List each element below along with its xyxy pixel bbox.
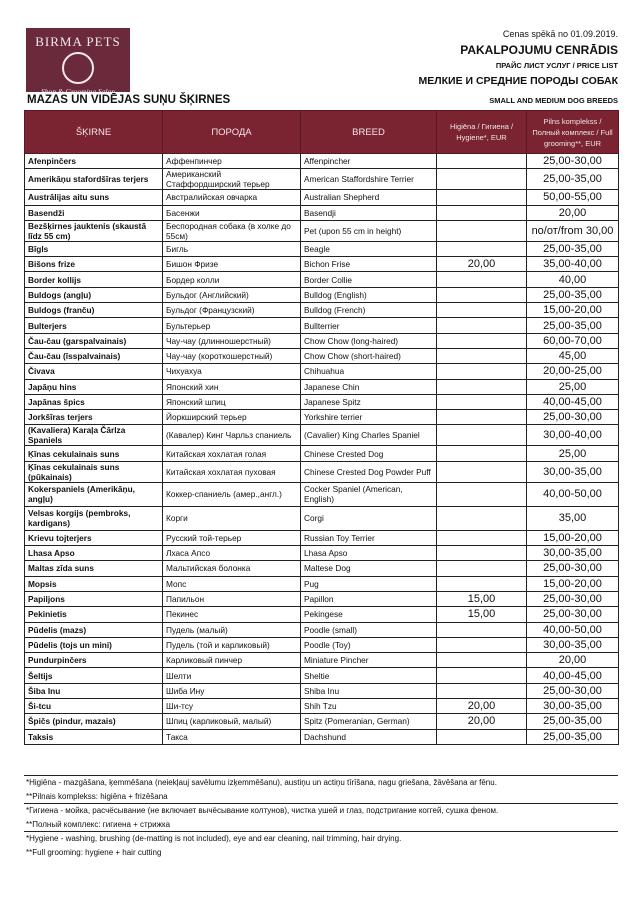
footnote-hygiene-en: *Hygiene - washing, brushing (de-matting is not included), eye and ear cleaning, nail trimming, hair drying. [26,834,402,843]
hygiene-price-cell [437,318,527,333]
breed-ru-cell: Шелти [163,668,301,683]
hygiene-price-cell [437,446,527,461]
footnote-hygiene-ru: *Гигиена - мойка, расчёсывание (не включает вычёсывание колтунов), чистка ушей и глаз, подстригание коггей, сушка феном. [26,806,499,815]
table-row [25,622,619,637]
breed-ru-cell: Чау-чау (короткошерстный) [163,348,301,363]
table-row [25,446,619,461]
table-row [25,154,619,169]
footnote-full-en: **Full grooming: hygiene + hair cutting [26,847,162,857]
hygiene-price-cell [437,205,527,220]
table-row [25,241,619,256]
breed-lv-cell: Špičs (pindur, mazais) [25,714,163,729]
full-grooming-price-cell: 15,00-20,00 [527,530,619,545]
table-row [25,379,619,394]
breed-lv-cell: Afenpinčers [25,154,163,169]
col-header-full: Pilns komplekss / Полный комплекс / Full grooming**, EUR [527,111,619,154]
breed-lv-cell: Mopsis [25,576,163,591]
breed-ru-cell: Пудель (малый) [163,622,301,637]
breed-ru-cell: Коккер-спаниель (амер.,англ.) [163,482,301,506]
full-grooming-price-cell: 15,00-20,00 [527,576,619,591]
price-table [24,110,619,745]
hygiene-price-cell [437,190,527,205]
breed-lv-cell: Šeltijs [25,668,163,683]
breed-lv-cell: Taksis [25,729,163,744]
breed-en-cell: Bulldog (French) [301,303,437,318]
breed-lv-cell: Bezšķirnes jauktenis (skaustā līdz 55 cm) [25,220,163,241]
breed-ru-cell: Китайская хохлатая пуховая [163,461,301,482]
breed-en-cell: Maltese Dog [301,561,437,576]
full-grooming-price-cell: 30,00-35,00 [527,546,619,561]
full-grooming-price-cell: 45,00 [527,348,619,363]
full-grooming-price-cell: 35,00 [527,506,619,530]
table-row [25,303,619,318]
breed-lv-cell: Pekinietis [25,607,163,622]
hygiene-price-cell: 15,00 [437,591,527,606]
hygiene-price-cell [437,637,527,652]
breed-en-cell: Beagle [301,241,437,256]
breed-lv-cell: Japāņu hins [25,379,163,394]
breed-lv-cell: Bulterjers [25,318,163,333]
breed-en-cell: Bullterrier [301,318,437,333]
hygiene-price-cell [437,576,527,591]
breed-lv-cell: Ķīnas cekulainais suns [25,446,163,461]
hygiene-price-cell [437,241,527,256]
hygiene-price-cell [437,482,527,506]
breed-ru-cell: Пекинес [163,607,301,622]
full-grooming-price-cell: 25,00-30,00 [527,154,619,169]
breed-en-cell: Shih Tzu [301,699,437,714]
breed-lv-cell: Šiba Inu [25,683,163,698]
hygiene-price-cell: 20,00 [437,699,527,714]
breed-lv-cell: Austrālijas aitu suns [25,190,163,205]
breed-ru-cell: Пудель (той и карликовый) [163,637,301,652]
hygiene-price-cell [437,506,527,530]
full-grooming-price-cell: 25,00-35,00 [527,729,619,744]
breed-lv-cell: Jorkšīras terjers [25,410,163,425]
full-grooming-price-cell: 20,00 [527,205,619,220]
breed-en-cell: Shiba Inu [301,683,437,698]
table-row [25,272,619,287]
breed-en-cell: Bulldog (English) [301,287,437,302]
breed-ru-cell: (Кавалер) Кинг Чарльз спаниель [163,425,301,446]
breed-ru-cell: Австралийская овчарка [163,190,301,205]
validity-date: Cenas spēkā no 01.09.2019. [502,29,618,39]
breed-ru-cell: Китайская хохлатая голая [163,446,301,461]
breed-ru-cell: Японский хин [163,379,301,394]
breed-lv-cell: Japānas špics [25,394,163,409]
full-grooming-price-cell: 40,00 [527,272,619,287]
table-row [25,530,619,545]
table-row [25,220,619,241]
breed-lv-cell: Lhasa Apso [25,546,163,561]
breed-en-cell: Chow Chow (long-haired) [301,333,437,348]
table-row [25,683,619,698]
hygiene-price-cell [437,348,527,363]
table-row [25,506,619,530]
table-row [25,394,619,409]
breed-lv-cell: Pundurpinčers [25,653,163,668]
hygiene-price-cell [437,287,527,302]
full-grooming-price-cell: 15,00-20,00 [527,303,619,318]
hygiene-price-cell [437,169,527,190]
table-row [25,637,619,652]
breed-en-cell: Lhasa Apso [301,546,437,561]
breed-ru-cell: Американский Стаффордширский терьер [163,169,301,190]
breed-lv-cell: Buldogs (angļu) [25,287,163,302]
breed-ru-cell: Бульдог (Английский) [163,287,301,302]
breed-lv-cell: Čivava [25,364,163,379]
breed-ru-cell: Бордер колли [163,272,301,287]
hygiene-price-cell [437,668,527,683]
table-row [25,287,619,302]
breed-en-cell: Chinese Crested Dog Powder Puff [301,461,437,482]
breed-ru-cell: Йоркширский терьер [163,410,301,425]
breed-ru-cell: Лхаса Апсо [163,546,301,561]
footnote-full-lv: **Pilnais komplekss: higiēna + frizēšana [24,790,618,805]
logo-brand: BIRMA PETS [35,34,121,49]
hygiene-price-cell [437,379,527,394]
breed-lv-cell: Pūdelis (mazs) [25,622,163,637]
breed-en-cell: Chihuahua [301,364,437,379]
hygiene-price-cell [437,622,527,637]
full-grooming-price-cell: 40,00-45,00 [527,394,619,409]
col-header-ru: ПОРОДА [163,111,301,154]
breed-ru-cell: Шиба Ину [163,683,301,698]
full-grooming-price-cell: 40,00-45,00 [527,668,619,683]
breed-ru-cell: Бигль [163,241,301,256]
breed-en-cell: Papillon [301,591,437,606]
section-title: MAZAS UN VIDĒJAS SUŅU ŠĶIRNES [27,94,231,106]
full-grooming-price-cell: 35,00-40,00 [527,257,619,272]
footnotes [24,775,618,859]
table-row [25,653,619,668]
breed-en-cell: (Cavalier) King Charles Spaniel [301,425,437,446]
breed-lv-cell: Krievu tojterjers [25,530,163,545]
table-row [25,714,619,729]
hygiene-price-cell: 15,00 [437,607,527,622]
full-grooming-price-cell: 25,00-30,00 [527,561,619,576]
full-grooming-price-cell: 50,00-55,00 [527,190,619,205]
breed-ru-cell: Русский той-терьер [163,530,301,545]
table-row [25,482,619,506]
breed-lv-cell: Kokerspaniels (Amerikāņu, angļu) [25,482,163,506]
breeds-heading-en: SMALL AND MEDIUM DOG BREEDS [489,96,618,105]
breed-ru-cell: Мальтийская болонка [163,561,301,576]
full-grooming-price-cell: 25,00-35,00 [527,714,619,729]
table-row [25,257,619,272]
breed-en-cell: Yorkshire terrier [301,410,437,425]
breed-ru-cell: Беспородная собака (в холке до 55см) [163,220,301,241]
breeds-heading-ru: МЕЛКИЕ И СРЕДНИЕ ПОРОДЫ СОБАК [418,75,618,87]
table-row [25,546,619,561]
page-subtitle: ПРАЙС ЛИСТ УСЛУГ / PRICE LIST [495,61,618,70]
table-row [25,318,619,333]
hygiene-price-cell [437,272,527,287]
breed-ru-cell: Шпиц (карликовый, малый) [163,714,301,729]
breed-ru-cell: Мопс [163,576,301,591]
hygiene-price-cell [437,425,527,446]
breed-lv-cell: Pūdelis (tojs un mini) [25,637,163,652]
table-row [25,169,619,190]
dog-silhouette-icon [62,52,94,84]
breed-ru-cell: Чау-чау (длинношерстный) [163,333,301,348]
breed-ru-cell: Такса [163,729,301,744]
table-row [25,668,619,683]
breed-ru-cell: Бульдог (Французский) [163,303,301,318]
hygiene-price-cell [437,683,527,698]
breed-en-cell: Poodle (small) [301,622,437,637]
hygiene-price-cell [437,530,527,545]
table-row [25,699,619,714]
table-row [25,348,619,363]
table-row [25,461,619,482]
table-body [25,154,619,745]
hygiene-price-cell [437,653,527,668]
breed-lv-cell: Border kollijs [25,272,163,287]
breed-en-cell: Poodle (Toy) [301,637,437,652]
full-grooming-price-cell: 25,00 [527,379,619,394]
breed-lv-cell: Papiljons [25,591,163,606]
table-row [25,729,619,744]
hygiene-price-cell [437,154,527,169]
breed-ru-cell: Ши-тсу [163,699,301,714]
breed-en-cell: Basendji [301,205,437,220]
footnote-full-ru: **Полный комплекс: гигиена + стрижка [24,818,618,833]
breed-lv-cell: Bišons frize [25,257,163,272]
breed-lv-cell: Velsas korgijs (pembroks, kardigans) [25,506,163,530]
breed-ru-cell: Карликовый пинчер [163,653,301,668]
table-row [25,333,619,348]
breed-en-cell: Cocker Spaniel (American, English) [301,482,437,506]
col-header-en: BREED [301,111,437,154]
table-row [25,205,619,220]
breed-en-cell: Chinese Crested Dog [301,446,437,461]
breed-lv-cell: Maltas zīda suns [25,561,163,576]
breed-en-cell: Russian Toy Terrier [301,530,437,545]
table-row [25,591,619,606]
breed-en-cell: Pekingese [301,607,437,622]
full-grooming-price-cell: 25,00-30,00 [527,607,619,622]
breed-en-cell: Border Collie [301,272,437,287]
breed-lv-cell: Čau-čau (īsspalvainais) [25,348,163,363]
full-grooming-price-cell: 40,00-50,00 [527,622,619,637]
table-header-row [25,111,619,154]
hygiene-price-cell [437,461,527,482]
table-row [25,576,619,591]
col-header-hygiene: Higiēna / Гигиена / Hygiene*, EUR [437,111,527,154]
table-row [25,607,619,622]
full-grooming-price-cell: 25,00-35,00 [527,287,619,302]
hygiene-price-cell [437,410,527,425]
table-row [25,364,619,379]
full-grooming-price-cell: 30,00-35,00 [527,699,619,714]
breed-en-cell: Sheltie [301,668,437,683]
breed-en-cell: Corgi [301,506,437,530]
full-grooming-price-cell: 30,00-35,00 [527,461,619,482]
breed-ru-cell: Бультерьер [163,318,301,333]
full-grooming-price-cell: 25,00-35,00 [527,169,619,190]
hygiene-price-cell [437,546,527,561]
breed-en-cell: Pug [301,576,437,591]
full-grooming-price-cell: 25,00 [527,446,619,461]
breed-en-cell: Dachshund [301,729,437,744]
table-row [25,561,619,576]
breed-lv-cell: Buldogs (franču) [25,303,163,318]
breed-en-cell: Spitz (Pomeranian, German) [301,714,437,729]
breed-en-cell: Japanese Chin [301,379,437,394]
hygiene-price-cell: 20,00 [437,714,527,729]
breed-en-cell: Chow Chow (short-haired) [301,348,437,363]
full-grooming-price-cell: 25,00-35,00 [527,318,619,333]
table-row [25,410,619,425]
full-grooming-price-cell: 60,00-70,00 [527,333,619,348]
page-title: PAKALPOJUMU CENRĀDIS [460,43,618,57]
breed-ru-cell: Корги [163,506,301,530]
table-row [25,190,619,205]
breed-lv-cell: Amerikāņu stafordšīras terjers [25,169,163,190]
hygiene-price-cell [437,303,527,318]
breed-en-cell: Pet (upon 55 cm in height) [301,220,437,241]
full-grooming-price-cell: 25,00-30,00 [527,683,619,698]
full-grooming-price-cell: 20,00-25,00 [527,364,619,379]
full-grooming-price-cell: 30,00-40,00 [527,425,619,446]
breed-ru-cell: Чихуахуа [163,364,301,379]
col-header-lv: ŠĶIRNE [25,111,163,154]
breed-ru-cell: Японский шпиц [163,394,301,409]
breed-lv-cell: Bīgls [25,241,163,256]
breed-en-cell: American Staffordshire Terrier [301,169,437,190]
breed-ru-cell: Бишон Фризе [163,257,301,272]
logo-tagline: Shop & Grooming Salon [40,87,116,96]
breed-ru-cell: Папильон [163,591,301,606]
hygiene-price-cell [437,220,527,241]
breed-en-cell: Australian Shepherd [301,190,437,205]
hygiene-price-cell [437,561,527,576]
breed-lv-cell: Čau-čau (garspalvainais) [25,333,163,348]
full-grooming-price-cell: 30,00-35,00 [527,637,619,652]
breed-en-cell: Affenpincher [301,154,437,169]
hygiene-price-cell [437,364,527,379]
hygiene-price-cell [437,729,527,744]
hygiene-price-cell: 20,00 [437,257,527,272]
full-grooming-price-cell: 25,00-30,00 [527,591,619,606]
full-grooming-price-cell: no/от/from 30,00 [527,220,619,241]
footnote-hygiene-lv: *Higiēna - mazgāšana, ķemmēšana (neiekļauj savēlumu izķemmēšanu), austiņu un actiņu tīrīšana, nagu griešana, žāvēšana ar fēnu. [24,775,618,790]
hygiene-price-cell [437,333,527,348]
breed-ru-cell: Басенжи [163,205,301,220]
breed-lv-cell: Ši-tcu [25,699,163,714]
salon-logo [26,28,130,96]
breed-en-cell: Miniature Pincher [301,653,437,668]
full-grooming-price-cell: 25,00-30,00 [527,410,619,425]
full-grooming-price-cell: 40,00-50,00 [527,482,619,506]
breed-en-cell: Japanese Spitz [301,394,437,409]
full-grooming-price-cell: 25,00-35,00 [527,241,619,256]
hygiene-price-cell [437,394,527,409]
breed-lv-cell: (Kavaliera) Karaļa Čārlza Spaniels [25,425,163,446]
full-grooming-price-cell: 20,00 [527,653,619,668]
breed-en-cell: Bichon Frise [301,257,437,272]
breed-lv-cell: Basendži [25,205,163,220]
table-row [25,425,619,446]
breed-ru-cell: Аффенпинчер [163,154,301,169]
breed-lv-cell: Ķīnas cekulainais suns (pūkainais) [25,461,163,482]
